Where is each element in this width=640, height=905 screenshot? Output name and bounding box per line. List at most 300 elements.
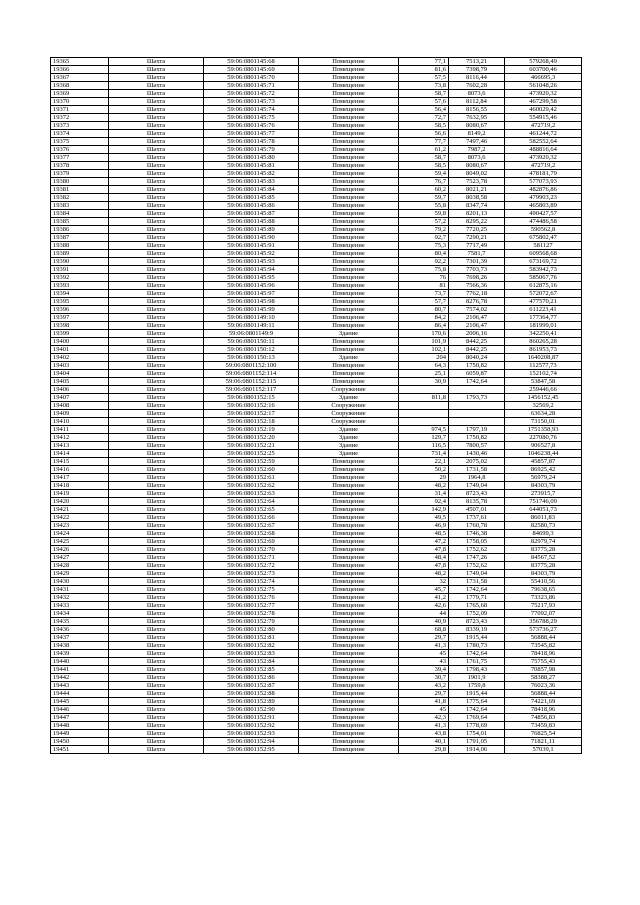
area-value-cell: 92,7 (399, 234, 449, 242)
object-type-cell: Помещение (299, 298, 399, 306)
table-row (51, 690, 582, 698)
table-row (51, 426, 582, 434)
object-type-cell: Помещение (299, 202, 399, 210)
table-row (51, 730, 582, 738)
cadastral-value-cell: 75755,43 (505, 658, 582, 666)
table-row (51, 330, 582, 338)
table-row (51, 194, 582, 202)
cadastral-number-cell: 59:06:0801145:73 (204, 98, 299, 106)
row-number-cell: 19382 (51, 194, 109, 202)
area-value-cell: 76 (399, 274, 449, 282)
row-number-cell: 19449 (51, 730, 109, 738)
object-type-cell: Помещение (299, 122, 399, 130)
table-row (51, 130, 582, 138)
table-row (51, 66, 582, 74)
unit-cost-value-cell: 7987,2 (449, 146, 505, 154)
unit-cost-value-cell: 1746,38 (449, 530, 505, 538)
table-row (51, 106, 582, 114)
unit-cost-value-cell: 1797,19 (449, 426, 505, 434)
cadastral-number-cell: 59:06:0801152:71 (204, 554, 299, 562)
table-row (51, 82, 582, 90)
unit-cost-value-cell: 1747,26 (449, 554, 505, 562)
table-row (51, 58, 582, 66)
unit-cost-value-cell: 7301,39 (449, 258, 505, 266)
cadastral-number-cell: 59:06:0801152:87 (204, 682, 299, 690)
table-row (51, 394, 582, 402)
cadastral-value-cell: 472719,2 (505, 122, 582, 130)
object-type-cell: Помещение (299, 474, 399, 482)
cadastral-number-cell: 59:06:0801145:71 (204, 82, 299, 90)
area-value-cell: 170,6 (399, 330, 449, 338)
unit-cost-value-cell: 1915,44 (449, 634, 505, 642)
row-number-cell: 19436 (51, 626, 109, 634)
cadastral-number-cell: 59:06:0801145:97 (204, 290, 299, 298)
row-number-cell: 19367 (51, 74, 109, 82)
table-row (51, 634, 582, 642)
cadastral-value-cell: 603700,46 (505, 66, 582, 74)
area-value-cell: 32 (399, 578, 449, 586)
cadastral-number-cell: 59:06:0801145:92 (204, 250, 299, 258)
object-type-cell: Помещение (299, 66, 399, 74)
city-name-cell: Шахта (109, 626, 204, 634)
city-name-cell: Шахта (109, 162, 204, 170)
table-row (51, 202, 582, 210)
row-number-cell: 19385 (51, 218, 109, 226)
area-value-cell: 73,7 (399, 290, 449, 298)
unit-cost-value-cell: 1780,73 (449, 642, 505, 650)
table-row (51, 138, 582, 146)
city-name-cell: Шахта (109, 522, 204, 530)
object-type-cell: Помещение (299, 730, 399, 738)
unit-cost-value-cell: 8347,74 (449, 202, 505, 210)
row-number-cell: 19441 (51, 666, 109, 674)
area-value-cell: 43 (399, 658, 449, 666)
object-type-cell: Помещение (299, 306, 399, 314)
city-name-cell: Шахта (109, 234, 204, 242)
object-type-cell: Помещение (299, 746, 399, 754)
city-name-cell: Шахта (109, 434, 204, 442)
city-name-cell: Шахта (109, 330, 204, 338)
cadastral-number-cell: 59:06:0801152:117 (204, 386, 299, 394)
unit-cost-value-cell: 7398,79 (449, 66, 505, 74)
object-type-cell: Помещение (299, 242, 399, 250)
cadastral-number-cell: 59:06:0801145:81 (204, 162, 299, 170)
cadastral-value-cell: 479903,23 (505, 194, 582, 202)
unit-cost-value-cell: 8040,24 (449, 354, 505, 362)
table-row (51, 514, 582, 522)
row-number-cell: 19386 (51, 226, 109, 234)
cadastral-number-cell: 59:06:0801152:70 (204, 546, 299, 554)
area-value-cell: 57,7 (399, 298, 449, 306)
cadastral-number-cell: 59:06:0801152:85 (204, 666, 299, 674)
row-number-cell: 19408 (51, 402, 109, 410)
city-name-cell: Шахта (109, 258, 204, 266)
cadastral-value-cell: 73545,82 (505, 642, 582, 650)
area-value-cell: 77,1 (399, 58, 449, 66)
object-type-cell: Помещение (299, 714, 399, 722)
row-number-cell: 19397 (51, 314, 109, 322)
unit-cost-value-cell: 1742,64 (449, 586, 505, 594)
area-value-cell: 811,8 (399, 394, 449, 402)
row-number-cell: 19366 (51, 66, 109, 74)
object-type-cell: Помещение (299, 234, 399, 242)
cadastral-number-cell: 59:06:0801150:13 (204, 354, 299, 362)
city-name-cell: Шахта (109, 74, 204, 82)
unit-cost-value-cell: 1752,62 (449, 562, 505, 570)
city-name-cell: Шахта (109, 106, 204, 114)
table-row (51, 450, 582, 458)
area-value-cell: 57,6 (399, 98, 449, 106)
city-name-cell: Шахта (109, 570, 204, 578)
area-value-cell: 81,6 (399, 66, 449, 74)
cadastral-number-cell: 59:06:0801152:61 (204, 474, 299, 482)
cadastral-value-cell: 55410,56 (505, 578, 582, 586)
object-type-cell: Сооружение (299, 418, 399, 426)
unit-cost-value-cell: 7762,18 (449, 290, 505, 298)
area-value-cell (399, 386, 449, 394)
area-value-cell: 30,9 (399, 378, 449, 386)
table-row (51, 154, 582, 162)
object-type-cell: Здание (299, 442, 399, 450)
row-number-cell: 19405 (51, 378, 109, 386)
table-row (51, 618, 582, 626)
table-row (51, 274, 582, 282)
area-value-cell: 45,7 (399, 586, 449, 594)
row-number-cell: 19384 (51, 210, 109, 218)
unit-cost-value-cell: 1769,64 (449, 714, 505, 722)
table-row (51, 386, 582, 394)
cadastral-value-cell: 482876,86 (505, 186, 582, 194)
unit-cost-value-cell: 8201,13 (449, 210, 505, 218)
cadastral-value-cell: 478181,79 (505, 170, 582, 178)
table-row (51, 474, 582, 482)
area-value-cell: 48,2 (399, 482, 449, 490)
table-row (51, 626, 582, 634)
cadastral-value-cell: 572072,67 (505, 290, 582, 298)
cadastral-value-cell: 84567,52 (505, 554, 582, 562)
cadastral-number-cell: 59:06:0801152:62 (204, 482, 299, 490)
unit-cost-value-cell: 7574,02 (449, 306, 505, 314)
area-value-cell: 58,7 (399, 90, 449, 98)
cadastral-value-cell: 561048,26 (505, 82, 582, 90)
row-number-cell: 19402 (51, 354, 109, 362)
area-value-cell: 41,8 (399, 698, 449, 706)
cadastral-value-cell: 58388,27 (505, 674, 582, 682)
row-number-cell: 19407 (51, 394, 109, 402)
area-value-cell (399, 410, 449, 418)
city-name-cell: Шахта (109, 514, 204, 522)
table-row (51, 410, 582, 418)
object-type-cell: Помещение (299, 162, 399, 170)
row-number-cell: 19379 (51, 170, 109, 178)
cadastral-value-cell: 73150,01 (505, 418, 582, 426)
cadastral-value-cell: 466695,3 (505, 74, 582, 82)
area-value-cell: 79,2 (399, 226, 449, 234)
cadastral-number-cell: 59:06:0801145:91 (204, 242, 299, 250)
cadastral-number-cell: 59:06:0801152:63 (204, 490, 299, 498)
city-name-cell: Шахта (109, 290, 204, 298)
row-number-cell: 19435 (51, 618, 109, 626)
cadastral-number-cell: 59:06:0801145:76 (204, 122, 299, 130)
row-number-cell: 19387 (51, 234, 109, 242)
city-name-cell: Шахта (109, 666, 204, 674)
row-number-cell: 19417 (51, 474, 109, 482)
cadastral-number-cell: 59:06:0801150:11 (204, 338, 299, 346)
unit-cost-value-cell: 1750,82 (449, 362, 505, 370)
unit-cost-value-cell: 8112,84 (449, 98, 505, 106)
area-value-cell: 75,8 (399, 266, 449, 274)
area-value-cell: 61,2 (399, 146, 449, 154)
cadastral-number-cell: 59:06:0801145:93 (204, 258, 299, 266)
cadastral-value-cell: 78418,96 (505, 650, 582, 658)
row-number-cell: 19446 (51, 706, 109, 714)
object-type-cell: Помещение (299, 194, 399, 202)
city-name-cell: Шахта (109, 578, 204, 586)
cadastral-value-cell: 82580,73 (505, 522, 582, 530)
unit-cost-value-cell: 1752,09 (449, 610, 505, 618)
object-type-cell: Помещение (299, 738, 399, 746)
cadastral-number-cell: 59:06:0801152:86 (204, 674, 299, 682)
city-name-cell: Шахта (109, 130, 204, 138)
table-row (51, 122, 582, 130)
table-row (51, 186, 582, 194)
cadastral-number-cell: 59:06:0801152:94 (204, 738, 299, 746)
city-name-cell: Шахта (109, 138, 204, 146)
object-type-cell: Помещение (299, 186, 399, 194)
cadastral-number-cell: 59:06:0801145:87 (204, 210, 299, 218)
area-value-cell: 29 (399, 474, 449, 482)
unit-cost-value-cell: 8049,02 (449, 170, 505, 178)
object-type-cell: Помещение (299, 554, 399, 562)
area-value-cell: 81 (399, 282, 449, 290)
cadastral-value-cell: 477570,21 (505, 298, 582, 306)
row-number-cell: 19424 (51, 530, 109, 538)
cadastral-value-cell: 56888,44 (505, 634, 582, 642)
city-name-cell: Шахта (109, 338, 204, 346)
object-type-cell: Помещение (299, 250, 399, 258)
object-type-cell: Здание (299, 354, 399, 362)
object-type-cell: Помещение (299, 146, 399, 154)
city-name-cell: Шахта (109, 58, 204, 66)
area-value-cell: 43,2 (399, 682, 449, 690)
area-value-cell: 41,3 (399, 642, 449, 650)
table-row (51, 482, 582, 490)
area-value-cell: 43,8 (399, 730, 449, 738)
area-value-cell: 68,8 (399, 626, 449, 634)
city-name-cell: Шахта (109, 386, 204, 394)
area-value-cell: 64,3 (399, 362, 449, 370)
city-name-cell: Шахта (109, 546, 204, 554)
cadastral-number-cell: 59:06:0801145:72 (204, 90, 299, 98)
row-number-cell: 19400 (51, 338, 109, 346)
table-row (51, 362, 582, 370)
table-row (51, 506, 582, 514)
cadastral-number-cell: 59:06:0801152:80 (204, 626, 299, 634)
row-number-cell: 19447 (51, 714, 109, 722)
city-name-cell: Шахта (109, 506, 204, 514)
cadastral-number-cell: 59:06:0801152:25 (204, 450, 299, 458)
table-row (51, 290, 582, 298)
cadastral-value-cell: 84303,79 (505, 570, 582, 578)
cadastral-value-cell: 227080,76 (505, 434, 582, 442)
table-row (51, 698, 582, 706)
unit-cost-value-cell: 7698,26 (449, 274, 505, 282)
cadastral-value-cell: 609568,68 (505, 250, 582, 258)
table-row (51, 346, 582, 354)
object-type-cell: Здание (299, 426, 399, 434)
city-name-cell: Шахта (109, 370, 204, 378)
city-name-cell: Шахта (109, 322, 204, 330)
area-value-cell (399, 402, 449, 410)
area-value-cell: 142,9 (399, 506, 449, 514)
city-name-cell: Шахта (109, 746, 204, 754)
cadastral-value-cell: 465803,89 (505, 202, 582, 210)
city-name-cell: Шахта (109, 650, 204, 658)
table-row (51, 250, 582, 258)
unit-cost-value-cell: 7513,21 (449, 58, 505, 66)
unit-cost-value-cell: 8339,19 (449, 626, 505, 634)
city-name-cell: Шахта (109, 738, 204, 746)
cadastral-value-cell: 573736,27 (505, 626, 582, 634)
table-row (51, 210, 582, 218)
city-name-cell: Шахта (109, 114, 204, 122)
row-number-cell: 19445 (51, 698, 109, 706)
row-number-cell: 19411 (51, 426, 109, 434)
table-row (51, 258, 582, 266)
table-row (51, 282, 582, 290)
object-type-cell: Помещение (299, 722, 399, 730)
area-value-cell: 204 (399, 354, 449, 362)
object-type-cell: Помещение (299, 602, 399, 610)
cadastral-number-cell: 59:06:0801149:11 (204, 322, 299, 330)
row-number-cell: 19398 (51, 322, 109, 330)
city-name-cell: Шахта (109, 186, 204, 194)
unit-cost-value-cell: 1430,46 (449, 450, 505, 458)
table-row (51, 466, 582, 474)
cadastral-number-cell: 59:06:0801152:88 (204, 690, 299, 698)
unit-cost-value-cell: 1760,78 (449, 522, 505, 530)
cadastral-value-cell: 861953,73 (505, 346, 582, 354)
unit-cost-value-cell: 8073,6 (449, 154, 505, 162)
cadastral-number-cell: 59:06:0801152:74 (204, 578, 299, 586)
object-type-cell: Сооружение (299, 402, 399, 410)
row-number-cell: 19396 (51, 306, 109, 314)
area-value-cell: 76,7 (399, 178, 449, 186)
cadastral-value-cell: 79638,65 (505, 586, 582, 594)
cadastral-number-cell: 59:06:0801152:93 (204, 730, 299, 738)
object-type-cell: Помещение (299, 682, 399, 690)
row-number-cell: 19378 (51, 162, 109, 170)
unit-cost-value-cell: 1752,62 (449, 546, 505, 554)
cadastral-number-cell: 59:06:0801152:18 (204, 418, 299, 426)
object-type-cell: Помещение (299, 290, 399, 298)
city-name-cell: Шахта (109, 210, 204, 218)
table-row (51, 458, 582, 466)
cadastral-number-cell: 59:06:0801152:16 (204, 402, 299, 410)
cadastral-number-cell: 59:06:0801145:96 (204, 282, 299, 290)
cadastral-value-cell: 45857,87 (505, 458, 582, 466)
cadastral-number-cell: 59:06:0801152:20 (204, 434, 299, 442)
cadastral-value-cell: 490427,57 (505, 210, 582, 218)
area-value-cell: 31,4 (399, 490, 449, 498)
cadastral-number-cell: 59:06:0801150:12 (204, 346, 299, 354)
cadastral-value-cell: 53847,58 (505, 378, 582, 386)
object-type-cell: Помещение (299, 210, 399, 218)
cadastral-value-cell: 611223,41 (505, 306, 582, 314)
unit-cost-value-cell: 8723,43 (449, 490, 505, 498)
cadastral-number-cell: 59:06:0801152:15 (204, 394, 299, 402)
city-name-cell: Шахта (109, 706, 204, 714)
cadastral-number-cell: 59:06:0801152:92 (204, 722, 299, 730)
cadastral-number-cell: 59:06:0801152:91 (204, 714, 299, 722)
unit-cost-value-cell: 8080,67 (449, 122, 505, 130)
area-value-cell: 45 (399, 650, 449, 658)
city-name-cell: Шахта (109, 466, 204, 474)
row-number-cell: 19423 (51, 522, 109, 530)
city-name-cell: Шахта (109, 602, 204, 610)
city-name-cell: Шахта (109, 418, 204, 426)
cadastral-number-cell: 59:06:0801152:21 (204, 442, 299, 450)
city-name-cell: Шахта (109, 698, 204, 706)
city-name-cell: Шахта (109, 298, 204, 306)
area-value-cell: 59,7 (399, 194, 449, 202)
unit-cost-value-cell: 1742,64 (449, 650, 505, 658)
city-name-cell: Шахта (109, 562, 204, 570)
cadastral-value-cell: 73459,83 (505, 722, 582, 730)
object-type-cell: Помещение (299, 98, 399, 106)
cadastral-value-cell: 74856,83 (505, 714, 582, 722)
area-value-cell: 75,3 (399, 242, 449, 250)
object-type-cell: Помещение (299, 378, 399, 386)
area-value-cell: 46,9 (399, 522, 449, 530)
cadastral-number-cell: 59:06:0801152:68 (204, 530, 299, 538)
cadastral-number-cell: 59:06:0801152:90 (204, 706, 299, 714)
unit-cost-value-cell: 1759,8 (449, 682, 505, 690)
unit-cost-value-cell: 1750,82 (449, 434, 505, 442)
table-row (51, 490, 582, 498)
cadastral-number-cell: 59:06:0801145:89 (204, 226, 299, 234)
city-name-cell: Шахта (109, 274, 204, 282)
unit-cost-value-cell: 8723,43 (449, 618, 505, 626)
row-number-cell: 19437 (51, 634, 109, 642)
unit-cost-value-cell: 8038,58 (449, 194, 505, 202)
row-number-cell: 19431 (51, 586, 109, 594)
table-row (51, 98, 582, 106)
table-row (51, 738, 582, 746)
area-value-cell: 49,5 (399, 514, 449, 522)
cadastral-value-cell: 1046238,44 (505, 450, 582, 458)
row-number-cell: 19369 (51, 90, 109, 98)
cadastral-number-cell: 59:06:0801152:76 (204, 594, 299, 602)
city-name-cell: Шахта (109, 170, 204, 178)
cadastral-value-cell: 581127 (505, 242, 582, 250)
row-number-cell: 19410 (51, 418, 109, 426)
object-type-cell: Здание (299, 450, 399, 458)
row-number-cell: 19422 (51, 514, 109, 522)
cadastral-value-cell: 259446,66 (505, 386, 582, 394)
object-type-cell: Сооружение (299, 386, 399, 394)
cadastral-value-cell: 56888,44 (505, 690, 582, 698)
city-name-cell: Шахта (109, 554, 204, 562)
row-number-cell: 19438 (51, 642, 109, 650)
unit-cost-value-cell: 1779,71 (449, 594, 505, 602)
row-number-cell: 19432 (51, 594, 109, 602)
city-name-cell: Шахта (109, 722, 204, 730)
cadastral-number-cell: 59:06:0801149:9 (204, 330, 299, 338)
area-value-cell: 84,2 (399, 314, 449, 322)
city-name-cell: Шахта (109, 674, 204, 682)
cadastral-value-cell: 84699,3 (505, 530, 582, 538)
